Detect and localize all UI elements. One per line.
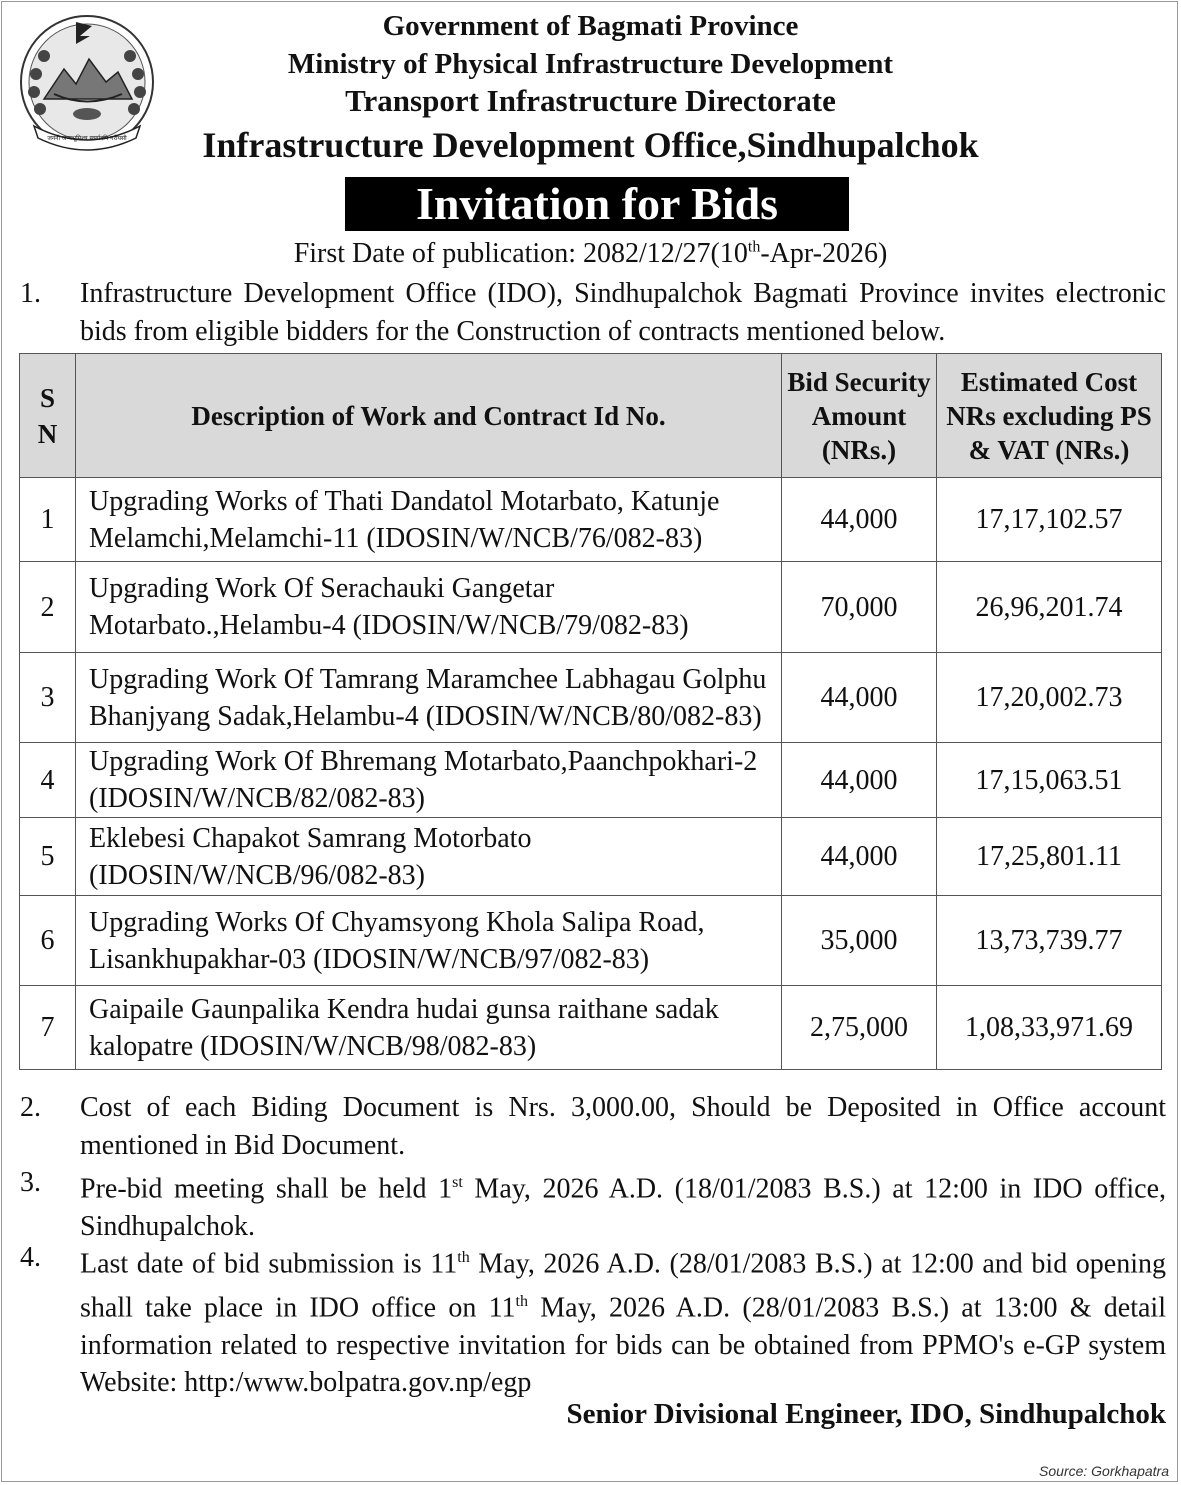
item-4-number: 4. [20,1242,41,1273]
row-description: Upgrading Work Of Tamrang Maramchee Labhagau Golphu Bhanjyang Sadak,Helambu-4 (IDOSIN/W/NCB/80/082-83) [76,653,782,743]
row-estimated-cost: 17,17,102.57 [937,478,1162,562]
item-2-number: 2. [20,1092,41,1123]
row-estimated-cost: 26,96,201.74 [937,562,1162,653]
row-bid-security: 44,000 [782,743,937,818]
publication-date: First Date of publication: 2082/12/27(10th-Apr-2026) [293,238,888,269]
signature: Senior Divisional Engineer, IDO, Sindhupalchok [566,1398,1166,1430]
row-sn: 7 [20,986,76,1070]
table-row [20,743,1162,818]
header-ministry: Ministry of Physical Infrastructure Development [287,48,894,80]
row-bid-security: 44,000 [782,478,937,562]
row-bid-security: 2,75,000 [782,986,937,1070]
row-estimated-cost: 17,20,002.73 [937,653,1162,743]
row-description: Upgrading Works Of Chyamsyong Khola Salipa Road, Lisankhupakhar-03 (IDOSIN/W/NCB/97/082-83) [76,896,782,986]
item-4-text: Last date of bid submission is 11th May, 2026 A.D. (28/01/2083 B.S.) at 12:00 and bid opening shall take place in IDO office on 11th May, 2026 A.D. (28/01/2083 B.S.) at 13:00 & detail information related to respective invitation for bids can be obtained from PPMO's e-GP system Website: http:/www.bolpatra.gov.np/egp [80,1248,1167,1399]
row-description: Upgrading Work Of Bhremang Motarbato,Paanchpokhari-2 (IDOSIN/W/NCB/82/082-83) [76,743,782,818]
table-row [20,478,1162,562]
item-1-number: 1. [20,278,41,309]
table-header-row [20,354,1162,478]
item-3-number: 3. [20,1167,41,1198]
table-row [20,562,1162,653]
row-estimated-cost: 1,08,33,971.69 [937,986,1162,1070]
row-description: Eklebesi Chapakot Samrang Motorbato (IDOSIN/W/NCB/96/082-83) [76,818,782,896]
header-sn: S N [20,354,76,478]
source-credit: Source: Gorkhapatra [1039,1463,1169,1479]
row-description: Gaipaile Gaunpalika Kendra hudai gunsa raithane sadak kalopatre (IDOSIN/W/NCB/98/082-83) [76,986,782,1070]
row-estimated-cost: 13,73,739.77 [937,896,1162,986]
item-1-text: Infrastructure Development Office (IDO), Sindhupalchok Bagmati Province invites electronic bids from eligible bidders for the Construction of contracts mentioned below. [80,278,1166,347]
row-bid-security: 44,000 [782,653,937,743]
row-sn: 4 [20,743,76,818]
row-bid-security: 44,000 [782,818,937,896]
row-sn: 3 [20,653,76,743]
row-estimated-cost: 17,25,801.11 [937,818,1162,896]
header-office: Infrastructure Development Office,Sindhupalchok [202,125,979,165]
table-row [20,896,1162,986]
row-bid-security: 35,000 [782,896,937,986]
item-2-text: Cost of each Biding Document is Nrs. 3,000.00, Should be Deposited in Office account mentioned in Bid Document. [80,1092,1166,1161]
header-government: Government of Bagmati Province [382,10,799,42]
row-sn: 2 [20,562,76,653]
row-sn: 5 [20,818,76,896]
row-description: Upgrading Works of Thati Dandatol Motarbato, Katunje Melamchi,Melamchi-11 (IDOSIN/W/NCB/76/082-83) [76,478,782,562]
row-estimated-cost: 17,15,063.51 [937,743,1162,818]
header-estimated-cost: Estimated Cost NRs excluding PS & VAT (NRs.) [937,354,1162,478]
table-row [20,818,1162,896]
row-bid-security: 70,000 [782,562,937,653]
header-description: Description of Work and Contract Id No. [76,354,782,478]
row-sn: 6 [20,896,76,986]
svg-text:जननी जन्मभूमिश्च स्वर्गादपि गर: जननी जन्मभूमिश्च स्वर्गादपि गरीयसी [47,135,127,142]
table-row [20,653,1162,743]
header-directorate: Transport Infrastructure Directorate [345,83,836,118]
row-description: Upgrading Work Of Serachauki Gangetar Motarbato.,Helambu-4 (IDOSIN/W/NCB/79/082-83) [76,562,782,653]
header-bid-security: Bid Security Amount (NRs.) [782,354,937,478]
table-row [20,986,1162,1070]
title-banner: Invitation for Bids [345,177,849,231]
bids-table [19,353,1162,1070]
item-3-text: Pre-bid meeting shall be held 1st May, 2026 A.D. (18/01/2083 B.S.) at 12:00 in IDO office, Sindhupalchok. [80,1173,1167,1242]
row-sn: 1 [20,478,76,562]
